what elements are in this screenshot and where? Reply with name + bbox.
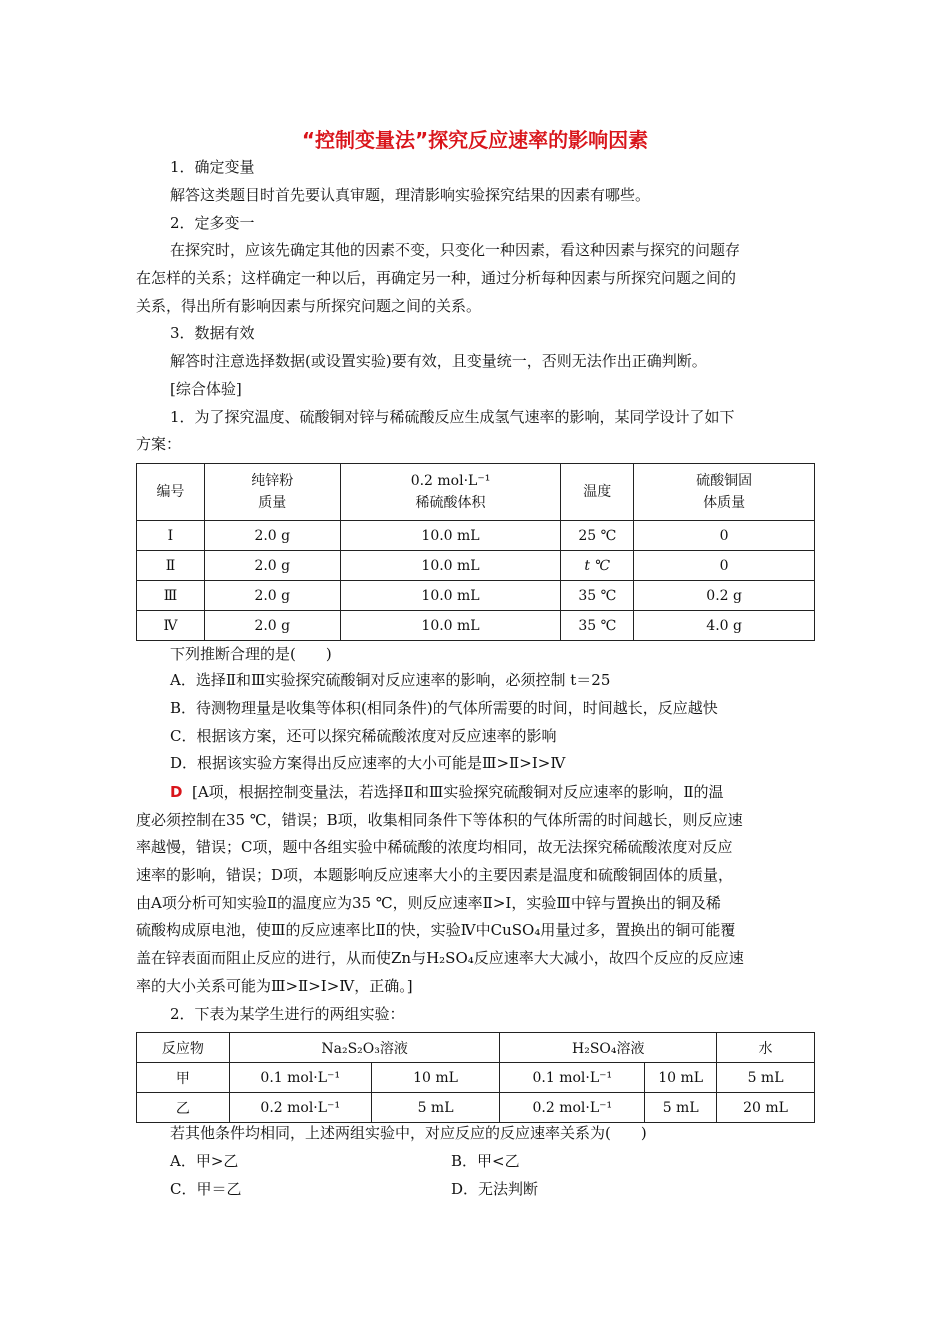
table-header: 水 [717,1033,815,1063]
table-cell: 0 [634,521,815,551]
paragraph: 在探究时，应该先确定其他的因素不变，只变化一种因素，看这种因素与探究的问题存 [170,241,741,259]
paragraph: 解答这类题目时首先要认真审题，理清影响实验探究结果的因素有哪些。 [170,186,651,204]
question-1-stem: 1．为了探究温度、硫酸铜对锌与稀硫酸反应生成氢气速率的影响，某同学设计了如下 [170,408,735,426]
table-cell: 4.0 g [634,611,815,641]
table-cell: Ⅲ [137,581,205,611]
table-cell: 10.0 mL [340,581,561,611]
table-cell: 2.0 g [204,521,340,551]
answer-text: 盖在锌表面而阻止反应的进行，从而使Zn与H₂SO₄反应速率大大减小，故四个反应的反应速 [136,949,744,967]
question-1-stem-cont: 方案： [136,435,182,453]
table-cell: 5 mL [717,1063,815,1093]
table-header: 0.2 mol·L⁻¹ 稀硫酸体积 [340,464,561,521]
page-title: “控制变量法”探究反应速率的影响因素 [301,128,649,152]
table-cell: 2.0 g [204,611,340,641]
table-row [137,551,815,581]
table-cell: 35 ℃ [561,611,634,641]
table-row [137,1093,815,1123]
option-a: A．选择Ⅱ和Ⅲ实验探究硫酸铜对反应速率的影响，必须控制 t＝25 [170,671,611,689]
table-cell: Ⅰ [137,521,205,551]
option-b: B．甲<乙 [451,1152,520,1170]
answer-text: [A项，根据控制变量法，若选择Ⅱ和Ⅲ实验探究硫酸铜对反应速率的影响，Ⅱ的温 [192,783,724,801]
answer-text: 率越慢，错误；C项，题中各组实验中稀硫酸的浓度均相同，故无法探究稀硫酸浓度对反应 [136,838,733,856]
paragraph: 关系，得出所有影响因素与所探究问题之间的关系。 [136,297,482,315]
answer-text: 由A项分析可知实验Ⅱ的温度应为35 ℃，则反应速率Ⅱ>Ⅰ，实验Ⅲ中锌与置换出的铜及稀 [136,894,721,912]
table-header: 编号 [137,464,205,521]
table-cell: 25 ℃ [561,521,634,551]
table-header: 温度 [561,464,634,521]
table-header: 硫酸铜固 体质量 [634,464,815,521]
question-2-prompt: 若其他条件均相同，上述两组实验中，对应反应的反应速率关系为( ) [170,1124,647,1142]
option-d: D．根据该实验方案得出反应速率的大小可能是Ⅲ>Ⅱ>Ⅰ>Ⅳ [170,754,566,772]
answer-text: 率的大小关系可能为Ⅲ>Ⅱ>Ⅰ>Ⅳ，正确。] [136,977,413,995]
section-heading: 2．定多变一 [170,214,255,232]
table-row [137,611,815,641]
table-cell: 5 mL [645,1093,717,1123]
paragraph: 在怎样的关系；这样确定一种以后，再确定另一种，通过分析每种因素与所探究问题之间的 [136,269,737,287]
table-cell: t ℃ [561,551,634,581]
question-1-prompt: 下列推断合理的是( ) [170,645,332,663]
option-c: C．根据该方案，还可以探究稀硫酸浓度对反应速率的影响 [170,727,557,745]
table-cell: 乙 [137,1093,230,1123]
experiment-table-1 [136,463,815,641]
table-cell: 10.0 mL [340,521,561,551]
experiment-table-2 [136,1032,815,1123]
table-cell: 10 mL [645,1063,717,1093]
table-cell: 0.2 mol·L⁻¹ [500,1093,645,1123]
table-cell: 10.0 mL [340,611,561,641]
answer-text: 硫酸构成原电池，使Ⅲ的反应速率比Ⅱ的快，实验Ⅳ中CuSO₄用量过多，置换出的铜可能覆 [136,921,736,939]
table-cell: 0.2 mol·L⁻¹ [229,1093,371,1123]
table-cell: 2.0 g [204,581,340,611]
option-a: A．甲>乙 [170,1152,239,1170]
table-header: 纯锌粉 质量 [204,464,340,521]
table-cell: 2.0 g [204,551,340,581]
answer-text: 速率的影响，错误；D项，本题影响反应速率大小的主要因素是温度和硫酸铜固体的质量， [136,866,734,884]
table-cell: 20 mL [717,1093,815,1123]
table-cell: 10.0 mL [340,551,561,581]
table-row [137,581,815,611]
table-cell: 0 [634,551,815,581]
table-cell: 甲 [137,1063,230,1093]
table-cell: Ⅱ [137,551,205,581]
table-header: 反应物 [137,1033,230,1063]
question-2-stem: 2．下表为某学生进行的两组实验： [170,1005,405,1023]
option-d: D．无法判断 [451,1180,539,1198]
table-cell: 10 mL [371,1063,500,1093]
section-heading: 3．数据有效 [170,324,255,342]
table-header: H₂SO₄溶液 [500,1033,717,1063]
table-header: Na₂S₂O₃溶液 [229,1033,500,1063]
section-label: [综合体验] [170,380,242,398]
option-b: B．待测物理量是收集等体积(相同条件)的气体所需要的时间，时间越长，反应越快 [170,699,718,717]
table-cell: 0.1 mol·L⁻¹ [229,1063,371,1093]
option-c: C．甲＝乙 [170,1180,242,1198]
paragraph: 解答时注意选择数据(或设置实验)要有效，且变量统一，否则无法作出正确判断。 [170,352,707,370]
answer-letter: D [170,783,183,801]
answer-line [170,782,850,802]
table-cell: 0.1 mol·L⁻¹ [500,1063,645,1093]
table-cell: 5 mL [371,1093,500,1123]
table-cell: Ⅳ [137,611,205,641]
answer-text: 度必须控制在35 ℃，错误；B项，收集相同条件下等体积的气体所需的时间越长，则反应速 [136,811,743,829]
table-cell: 35 ℃ [561,581,634,611]
table-row [137,1063,815,1093]
table-cell: 0.2 g [634,581,815,611]
section-heading: 1．确定变量 [170,158,255,176]
table-row [137,521,815,551]
